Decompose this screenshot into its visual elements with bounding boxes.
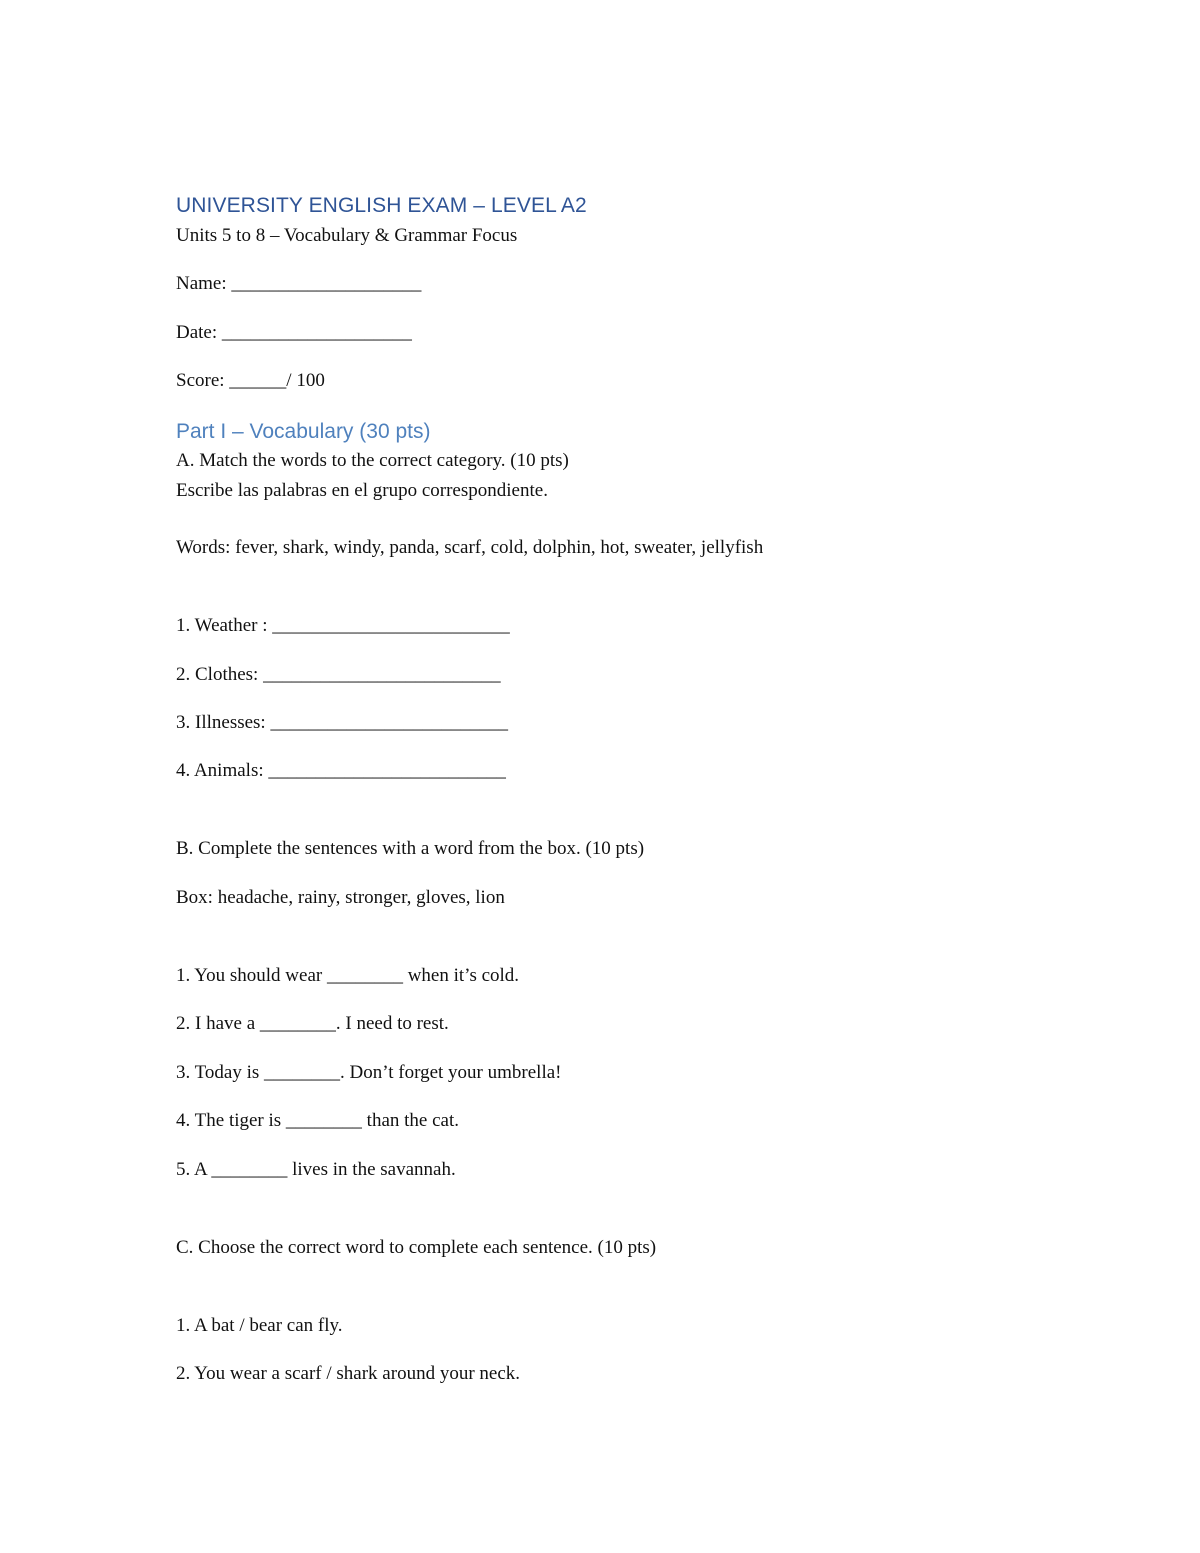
exam-title: UNIVERSITY ENGLISH EXAM – LEVEL A2 <box>176 194 587 217</box>
sectionB-item-3: 3. Today is ________. Don’t forget your umbrella! <box>176 1062 562 1083</box>
name-field: Name: ____________________ <box>176 273 422 294</box>
date-field: Date: ____________________ <box>176 322 412 343</box>
sectionA-item-clothes: 2. Clothes: _________________________ <box>176 664 501 685</box>
sectionC-item-2: 2. You wear a scarf / shark around your neck. <box>176 1363 521 1384</box>
sectionA-item-animals: 4. Animals: _________________________ <box>176 760 506 781</box>
sectionA-item-illnesses: 3. Illnesses: _________________________ <box>176 712 508 733</box>
exam-subtitle: Units 5 to 8 – Vocabulary & Grammar Focus <box>176 225 518 246</box>
sectionB-item-2: 2. I have a ________. I need to rest. <box>176 1013 449 1034</box>
sectionA-instruction-es: Escribe las palabras en el grupo correspondiente. <box>176 480 548 501</box>
sectionA-word-list: Words: fever, shark, windy, panda, scarf, cold, dolphin, hot, sweater, jellyfish <box>176 537 764 558</box>
sectionC-instruction: C. Choose the correct word to complete each sentence. (10 pts) <box>176 1237 657 1258</box>
sectionB-item-4: 4. The tiger is ________ than the cat. <box>176 1110 460 1131</box>
score-field: Score: ______/ 100 <box>176 370 325 391</box>
sectionC-item-1: 1. A bat / bear can fly. <box>176 1315 343 1336</box>
sectionB-word-box: Box: headache, rainy, stronger, gloves, lion <box>176 887 505 908</box>
sectionB-item-5: 5. A ________ lives in the savannah. <box>176 1159 456 1180</box>
sectionA-instruction: A. Match the words to the correct category. (10 pts) <box>176 450 569 471</box>
sectionB-instruction: B. Complete the sentences with a word from the box. (10 pts) <box>176 838 645 859</box>
sectionA-item-weather: 1. Weather : _________________________ <box>176 615 510 636</box>
sectionB-item-1: 1. You should wear ________ when it’s cold. <box>176 965 520 986</box>
part1-heading: Part I – Vocabulary (30 pts) <box>176 420 431 443</box>
